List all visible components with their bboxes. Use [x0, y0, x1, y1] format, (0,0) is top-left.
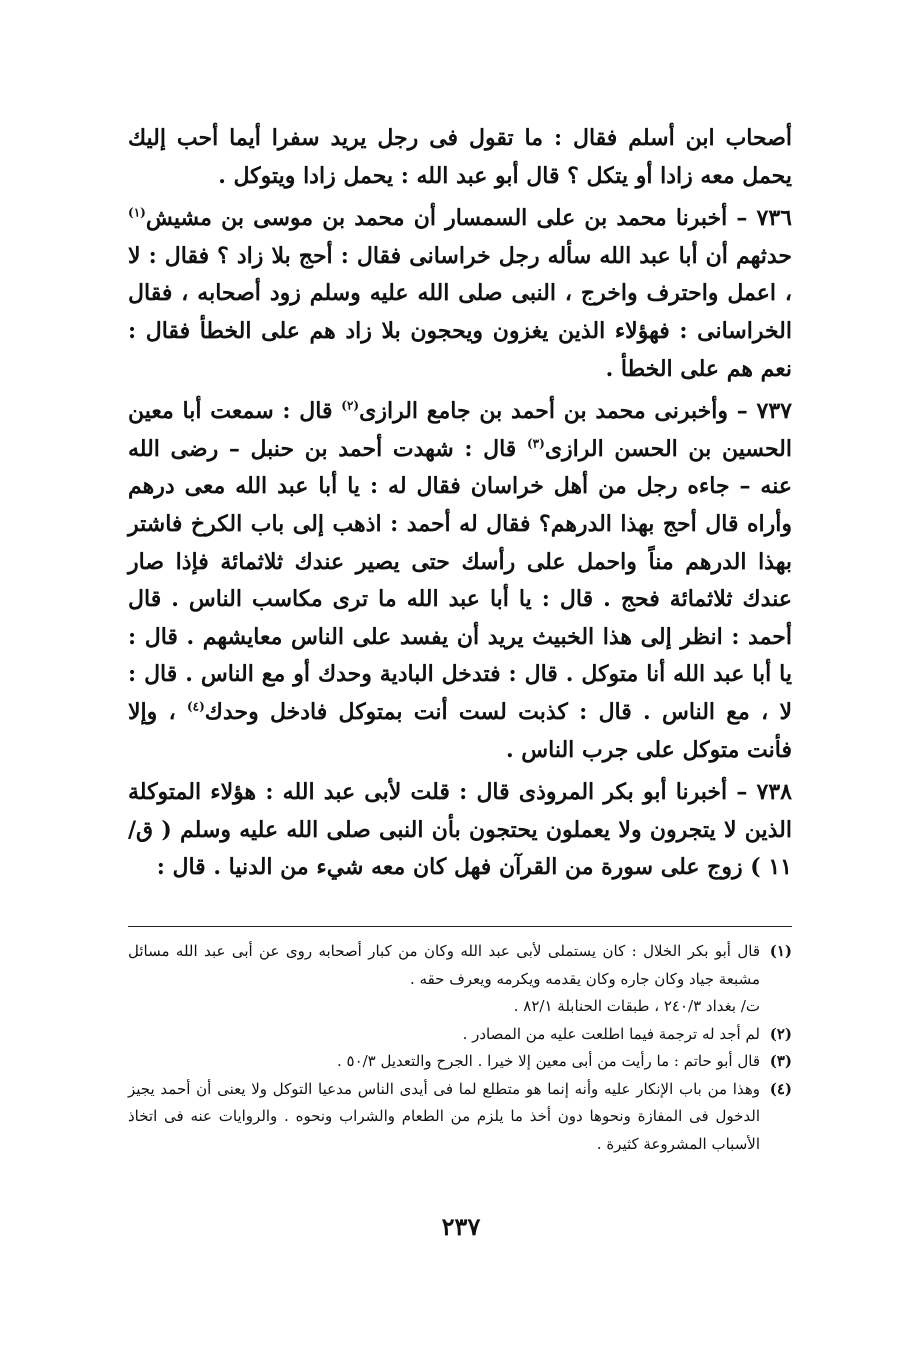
paragraph-736	[128, 200, 792, 388]
footnote-4	[128, 1076, 792, 1159]
paragraph-text: – أخبرنا محمد بن على السمسار أن محمد بن موسى بن مشيش	[145, 205, 748, 232]
footnote-text: وهذا من باب الإنكار عليه وأنه إنما هو متطلع لما فى أيدى الناس مدعيا التوكل ولا يعنى أن أحمد يجيز الدخول فى المفازة ونحوها دون أخذ ما يلزم من الطعام والشراب ونحوه . والروايات عنه فى اتخاذ الأسباب المشروعة كثيرة .	[128, 1079, 760, 1153]
item-number: ٧٣٧	[756, 398, 792, 425]
paragraph-text: أصحاب ابن أسلم فقال : ما تقول فى رجل يريد سفرا أيما أحب إليك يحمل معه زادا أو يتكل ؟ قال أبو عبد الله : يحمل زادا ويتوكل .	[128, 125, 792, 189]
footnote-reference[interactable]: (١)	[128, 205, 146, 220]
footnote-3	[128, 1048, 792, 1076]
footnote-divider	[128, 926, 792, 927]
paragraph-737	[128, 393, 792, 769]
footnote-reference[interactable]: (٢)	[341, 398, 360, 413]
item-number: ٧٣٦	[756, 205, 792, 232]
footnote-mark: (٤)	[769, 1079, 792, 1098]
footnote-text: قال أبو بكر الخلال : كان يستملى لأبى عبد الله وكان من كبار أصحابه روى عن أبى عبد الله مسائل مشبعة جياد وكان جاره وكان يقدمه ويكرمه ويعرف حقه .	[128, 942, 760, 988]
paragraph-text: ، وإلا فأنت متوكل على جرب الناس .	[128, 698, 792, 763]
item-number: ٧٣٨	[756, 779, 792, 806]
footnote-text: لم أجد له ترجمة فيما اطلعت عليه من المصادر .	[462, 1024, 760, 1043]
footnote-mark: (١)	[769, 942, 792, 960]
footnote-text: قال أبو حاتم : ما رأيت من أبى معين إلا خيرا . الجرح والتعديل ٥٠/٣ .	[336, 1052, 760, 1070]
main-text	[128, 120, 792, 887]
footnote-body	[128, 1048, 760, 1076]
page-number: ٢٣٧	[441, 1212, 481, 1241]
footnote-mark: (٣)	[769, 1052, 792, 1070]
paragraph-text: – أخبرنا أبو بكر المروذى قال : قلت لأبى عبد الله : هؤلاء المتوكلة الذين لا يتجرون ولا يعملون يحتجون بأن النبى صلى الله عليه وسلم ( ق/١١ ) زوج على سورة من القرآن فهل كان معه شيء من الدنيا . قال :	[128, 779, 792, 881]
footnotes	[128, 938, 792, 1158]
footnote-body	[128, 1021, 760, 1049]
paragraph-text: قال : سمعت أبا معين الحسين بن الحسن الرازى	[128, 398, 792, 462]
footnote-reference[interactable]: (٤)	[186, 699, 205, 714]
footnote-source: ت/ بغداد ٢٤٠/٣ ، طبقات الحنابلة ٨٢/١ .	[513, 997, 760, 1015]
footnote-body	[128, 1076, 760, 1159]
footnote-body	[128, 938, 760, 1021]
paragraph-text: – وأخبرنى محمد بن أحمد بن جامع الرازى	[359, 398, 748, 425]
paragraph-text: قال : شهدت أحمد بن حنبل – رضى الله عنه – جاءه رجل من أهل خراسان فقال له : يا أبا عبد الله معى درهم وأراه قال أحج بهذا الدرهم؟ فقال له أحمد : اذهب إلى باب الكرخ فاشتر بهذا الدرهم مناً واحمل على رأسك حتى يصير عندك ثلاثمائة فإذا صار عندك ثلاثمائة فحج . قال : يا أبا عبد الله ما ترى مكاسب الناس . قال أحمد : انظر إلى هذا الخبيث يريد أن يفسد على الناس معايشهم . قال : يا أبا عبد الله أنا متوكل . قال : فتدخل البادية وحدك أو مع الناس . قال : لا ، مع الناس . قال : كذبت لست أنت بمتوكل فادخل وحدك	[128, 435, 792, 725]
footnote-1	[128, 938, 792, 1021]
footnote-reference[interactable]: (٣)	[526, 436, 545, 451]
paragraph-text: حدثهم أن أبا عبد الله سأله رجل خراسانى فقال : أحج بلا زاد ؟ فقال : لا ، اعمل واحترف واخرج ، النبى صلى الله عليه وسلم زود أصحابه ، فقال الخراسانى : فهؤلاء الذين يغزون ويحجون بلا زاد هم على الخطأ فقال : نعم هم على الخطأ .	[128, 242, 792, 382]
footnote-mark: (٢)	[769, 1024, 792, 1043]
paragraph-continuation	[128, 120, 792, 195]
paragraph-738	[128, 774, 792, 887]
footnote-2	[128, 1021, 792, 1049]
